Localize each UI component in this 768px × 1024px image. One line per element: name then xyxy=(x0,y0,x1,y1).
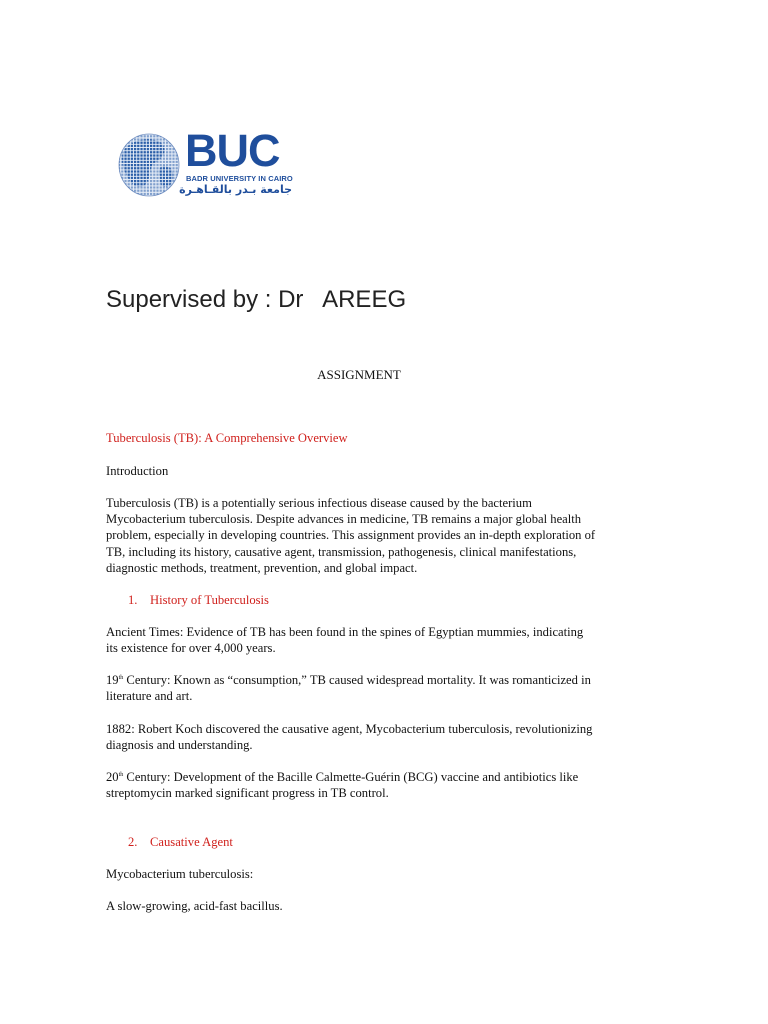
section-number: 2. xyxy=(128,835,138,849)
section-heading-causative-agent xyxy=(106,834,598,850)
ordinal-suffix: th xyxy=(118,772,124,778)
introduction-heading: Introduction xyxy=(106,464,169,478)
century-text: Century: Development of the Bacille Calmette-Guérin (BCG) vaccine and antibiotics like streptomycin marked significant progress in TB control. xyxy=(106,770,579,801)
assignment-heading: ASSIGNMENT xyxy=(317,367,401,382)
causative-description-line: A slow-growing, acid-fast bacillus. xyxy=(106,899,283,913)
history-koch-paragraph: 1882: Robert Koch discovered the causative agent, Mycobacterium tuberculosis, revolutionizing diagnosis and understanding. xyxy=(106,722,593,753)
section-title: Causative Agent xyxy=(150,835,233,849)
section-title: History of Tuberculosis xyxy=(150,593,269,607)
ordinal-suffix: th xyxy=(118,675,124,681)
university-logo xyxy=(118,125,298,202)
history-ancient-paragraph: Ancient Times: Evidence of TB has been found in the spines of Egyptian mummies, indicating its existence for over 4,000 years. xyxy=(106,625,584,656)
logo-brand-text: BUC xyxy=(185,125,280,176)
logo-arabic-text: جامعة بـدر بالقـاهـرة xyxy=(179,183,292,196)
introduction-paragraph: Tuberculosis (TB) is a potentially serious infectious disease caused by the bacterium Mycobacterium tuberculosis. Despite advances in medicine, TB remains a major global health problem, especially in developing countries. This assignment provides an in-depth exploration of TB, including its history, causative agent, transmission, pathogenesis, clinical manifestations, diagnostic methods, treatment, prevention, and global impact. xyxy=(106,496,596,575)
century-number: 19 xyxy=(106,673,119,687)
history-19th-century-paragraph xyxy=(106,672,598,704)
causative-organism-line: Mycobacterium tuberculosis: xyxy=(106,867,254,881)
century-text: Century: Known as “consumption,” TB caused widespread mortality. It was romanticized in literature and art. xyxy=(106,673,591,704)
supervisor-line: Supervised by : Dr AREEG xyxy=(106,286,407,313)
history-20th-century-paragraph xyxy=(106,769,598,801)
century-number: 20 xyxy=(106,770,119,784)
globe-icon xyxy=(118,132,180,198)
section-number: 1. xyxy=(128,593,138,607)
document-title: Tuberculosis (TB): A Comprehensive Overview xyxy=(106,431,348,445)
logo-subtitle: BADR UNIVERSITY IN CAIRO xyxy=(186,174,293,183)
section-heading-history xyxy=(106,592,598,608)
